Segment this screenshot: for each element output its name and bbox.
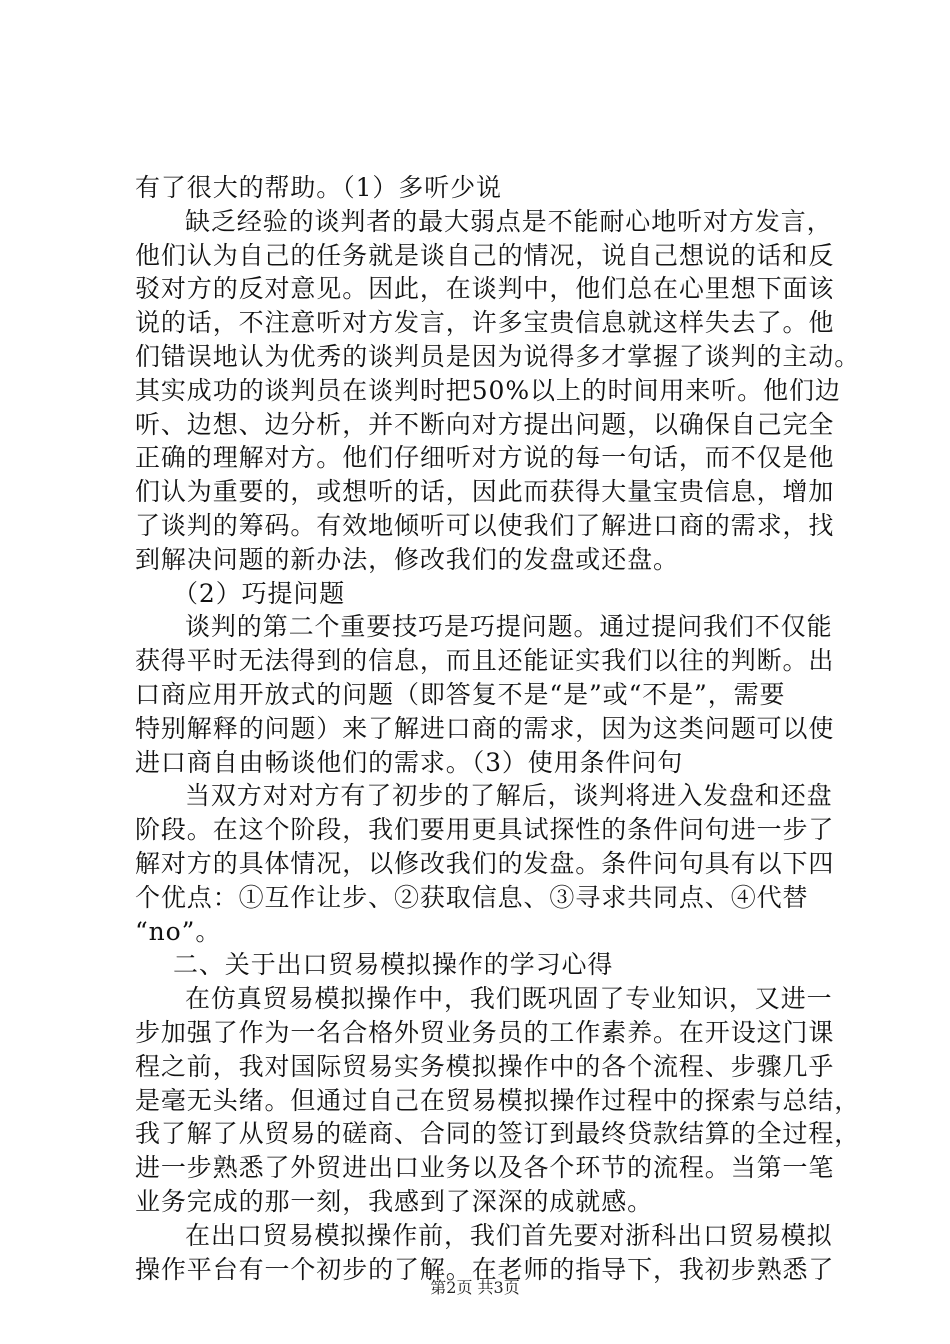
text-line: 们错误地认为优秀的谈判员是因为说得多才掌握了谈判的主动。 [135, 341, 861, 371]
text-line: 驳对方的反对意见。因此，在谈判中，他们总在心里想下面该 [135, 274, 835, 304]
text-line: 们认为重要的，或想听的话，因此而获得大量宝贵信息，增加 [135, 477, 835, 507]
text-line: 特别解释的问题）来了解进口商的需求，因为这类问题可以使 [135, 713, 835, 743]
page-footer: 第2页 共3页 [430, 1278, 520, 1297]
text-line: 当双方对对方有了初步的了解后，谈判将进入发盘和还盘 [185, 781, 833, 811]
text-line: 谈判的第二个重要技巧是巧提问题。通过提问我们不仅能 [185, 612, 833, 642]
text-line: 他们认为自己的任务就是谈自己的情况，说自己想说的话和反 [135, 240, 835, 270]
text-line: 进口商自由畅谈他们的需求。（3）使用条件问句 [135, 747, 684, 777]
text-line: 缺乏经验的谈判者的最大弱点是不能耐心地听对方发言， [185, 206, 833, 236]
text-line: 操作平台有一个初步的了解。在老师的指导下，我初步熟悉了 [135, 1254, 835, 1284]
text-line: 获得平时无法得到的信息，而且还能证实我们以往的判断。出 [135, 646, 835, 676]
text-line: 步加强了作为一名合格外贸业务员的工作素养。在开设这门课 [135, 1017, 835, 1047]
text-line: 在出口贸易模拟操作前，我们首先要对浙科出口贸易模拟 [185, 1220, 833, 1250]
text-line: 其实成功的谈判员在谈判时把50%以上的时间用来听。他们边 [135, 375, 841, 405]
text-line: 业务完成的那一刻，我感到了深深的成就感。 [135, 1186, 654, 1216]
text-line: 阶段。在这个阶段，我们要用更具试探性的条件问句进一步了 [135, 815, 835, 845]
text-line: 我了解了从贸易的磋商、合同的签订到最终贷款结算的全过程， [135, 1119, 861, 1149]
text-line: 个优点：①互作让步、②获取信息、③寻求共同点、④代替 [135, 882, 809, 912]
text-line: 到解决问题的新办法，修改我们的发盘或还盘。 [135, 544, 679, 574]
text-line: （2）巧提问题 [173, 578, 346, 608]
text-line: 解对方的具体情况，以修改我们的发盘。条件问句具有以下四 [135, 848, 835, 878]
text-line: “no”。 [135, 916, 222, 946]
text-line: 口商应用开放式的问题（即答复不是“是”或“不是”，需要 [135, 679, 786, 709]
text-line: 说的话，不注意听对方发言，许多宝贵信息就这样失去了。他 [135, 308, 835, 338]
text-line: 正确的理解对方。他们仔细听对方说的每一句话，而不仅是他 [135, 443, 835, 473]
text-line: 有了很大的帮助。（1）多听少说 [135, 173, 502, 202]
text-line: 二、关于出口贸易模拟操作的学习心得 [173, 950, 614, 980]
body-text [135, 171, 861, 1286]
text-line: 听、边想、边分析，并不断向对方提出问题，以确保自己完全 [135, 409, 835, 439]
text-line: 是毫无头绪。但通过自己在贸易模拟操作过程中的探索与总结， [135, 1085, 861, 1115]
text-line: 了谈判的筹码。有效地倾听可以使我们了解进口商的需求，找 [135, 510, 835, 540]
text-line: 程之前，我对国际贸易实务模拟操作中的各个流程、步骤几乎 [135, 1051, 835, 1081]
text-line: 进一步熟悉了外贸进出口业务以及各个环节的流程。当第一笔 [135, 1153, 835, 1183]
text-line: 在仿真贸易模拟操作中，我们既巩固了专业知识，又进一 [185, 984, 833, 1014]
